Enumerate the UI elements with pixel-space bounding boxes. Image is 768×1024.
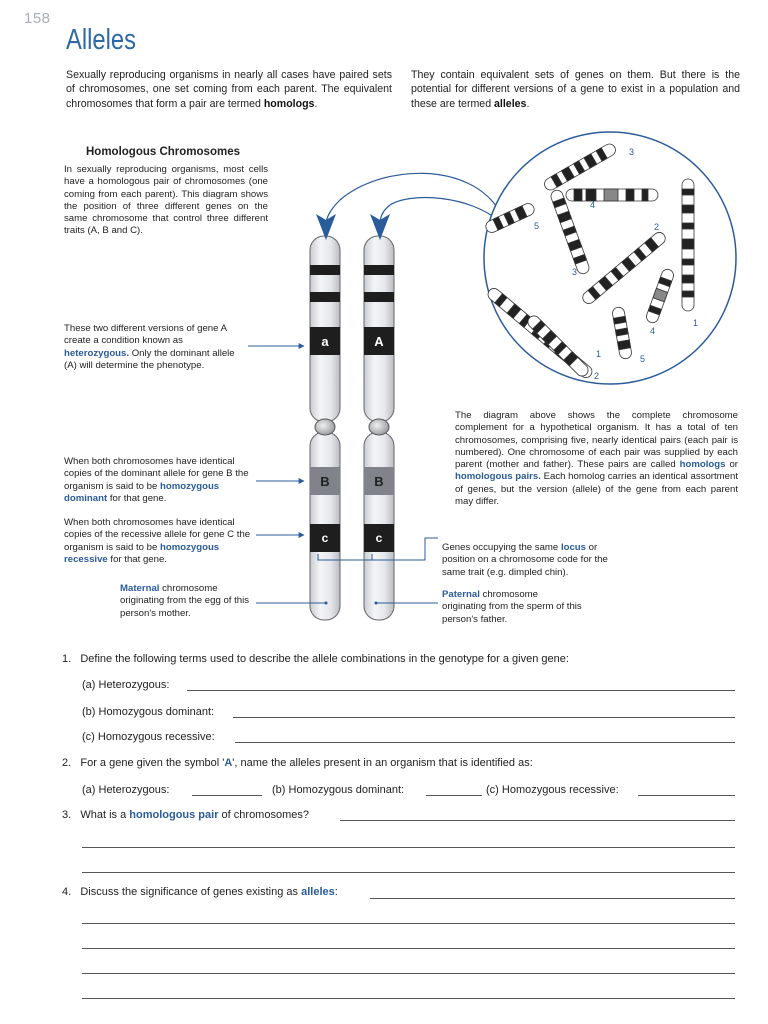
answer-line[interactable]: [82, 998, 735, 999]
term-homozygous-dominant: homozygous dominant: [64, 480, 220, 504]
answer-line[interactable]: [82, 948, 735, 949]
gene-label-right-2: B: [374, 474, 384, 489]
karyotype-circle: [484, 132, 736, 384]
page-number: 158: [24, 10, 51, 27]
q2a-label: (a) Heterozygous:: [82, 784, 170, 796]
answer-line[interactable]: [192, 795, 262, 796]
q1c-label: (c) Homozygous recessive:: [82, 731, 215, 743]
annotation-complement: The diagram above shows the complete chromosome complement for a hypothetical organism. It has a total of ten chromosomes, comprising five, nearly identical pairs (each pair is numbered). One chromosome of each pair was supplied by each parent (mother and father). These pairs are called homologs or homologous pairs. Each homolog carries an identical assortment of genes, but the version (allele) of the gene from each parent may differ.: [455, 410, 738, 508]
gene-label-right-3: c: [375, 531, 383, 545]
term-homologous-pairs: homologous pairs.: [455, 471, 541, 483]
intro-right-text: They contain equivalent sets of genes on them. But there is the potential for different versions of a gene to exist in a population and these are termed: [411, 69, 740, 110]
question-2: 2. For a gene given the symbol 'A', name the alleles present in an organism that is identified as:: [62, 757, 533, 769]
answer-line[interactable]: [82, 923, 735, 924]
term-maternal: Maternal: [120, 583, 160, 594]
pair-number: 5: [640, 354, 646, 364]
question-1: 1. Define the following terms used to describe the allele combinations in the genotype for a given gene:: [62, 653, 569, 665]
page-title: Alleles: [66, 24, 137, 56]
intro-right: They contain equivalent sets of genes on them. But there is the potential for different versions of a gene to exist in a population and these are termed alleles.: [411, 69, 740, 110]
homologous-heading: Homologous Chromosomes: [86, 146, 240, 158]
symbol-A: A: [224, 757, 233, 769]
answer-line[interactable]: [638, 795, 735, 796]
answer-line[interactable]: [426, 795, 482, 796]
pair-number: 2: [654, 222, 660, 232]
annotation-homozygous-dominant: When both chromosomes have identical copies of the dominant allele for gene B the organism is said to be homozygous dominant for that gene.: [64, 456, 249, 504]
q2b-label: (b) Homozygous dominant:: [272, 784, 405, 796]
answer-line[interactable]: [340, 820, 735, 821]
paternal-chromosome: [364, 236, 394, 620]
pair-number: 3: [572, 267, 578, 277]
annotation-paternal: Paternal chromosome originating from the sperm of this person's father.: [442, 589, 582, 625]
term-homozygous-recessive: homozygous recessive: [64, 541, 220, 565]
answer-line[interactable]: [82, 847, 735, 848]
centromere: [369, 419, 389, 435]
term-paternal: Paternal: [442, 589, 480, 600]
gene-label-right-1: A: [374, 334, 384, 349]
term-homologous-pair: homologous pair: [129, 809, 219, 821]
annotation-arrows: [248, 346, 438, 603]
homologous-description: In sexually reproducing organisms, most cells have a homologous pair of chromosomes (one coming from each parent). This diagram shows the position of three different genes on the same chromosome that control three different traits (A, B and C).: [64, 164, 268, 237]
annotation-homozygous-recessive: When both chromosomes have identical copies of the recessive allele for gene C the organism is said to be homozygous recessive for that gene.: [64, 517, 251, 565]
pair-number: 1: [596, 349, 602, 359]
answer-line[interactable]: [370, 898, 735, 899]
annotation-heterozygous: These two different versions of gene A create a condition known as heterozygous. Only the dominant allele (A) will determine the phenotype.: [64, 323, 235, 371]
maternal-chromosome: [310, 236, 340, 620]
answer-line[interactable]: [82, 872, 735, 873]
term-alleles-q4: alleles: [301, 886, 335, 898]
karyotype-chromosome: [682, 179, 694, 311]
term-locus: locus: [560, 542, 586, 553]
term-homologs-blue: homologs: [679, 459, 726, 471]
q1b-label: (b) Homozygous dominant:: [82, 706, 215, 718]
term-alleles: alleles: [494, 97, 527, 110]
gene-label-left-1: a: [321, 334, 329, 349]
pair-number: 5: [534, 221, 540, 231]
karyotype-chromosome: [566, 189, 658, 201]
pair-number: 4: [590, 200, 596, 210]
answer-line[interactable]: [187, 690, 735, 691]
linking-arrows: [316, 173, 500, 240]
term-heterozygous: heterozygous.: [64, 347, 130, 359]
answer-line[interactable]: [82, 973, 735, 974]
intro-left: Sexually reproducing organisms in nearly all cases have paired sets of chromosomes, one set coming from each parent. The equivalent chromosomes that form a pair are termed homologs.: [66, 69, 392, 110]
question-4: 4. Discuss the significance of genes existing as alleles:: [62, 886, 338, 898]
annotation-maternal: Maternal chromosome originating from the egg of this person's mother.: [120, 583, 250, 619]
question-3: 3. What is a homologous pair of chromosomes?: [62, 809, 309, 821]
pair-number: 3: [629, 147, 635, 157]
q2c-label: (c) Homozygous recessive:: [486, 784, 619, 796]
pair-number: 2: [594, 371, 600, 381]
term-homologs: homologs: [263, 97, 315, 110]
pair-number: 4: [650, 326, 656, 336]
centromere: [315, 419, 335, 435]
pair-number: 1: [693, 318, 699, 328]
annotation-locus: Genes occupying the same locus or position on a chromosome code for the same trait (e.g. dimpled chin).: [442, 542, 608, 578]
q1a-label: (a) Heterozygous:: [82, 679, 170, 691]
gene-label-left-3: c: [321, 531, 329, 545]
answer-line[interactable]: [235, 742, 735, 743]
intro-left-text: Sexually reproducing organisms in nearly all cases have paired sets of chromosomes, one set coming from each parent. The equivalent chromosomes that form a pair are termed: [66, 69, 392, 110]
gene-label-left-2: B: [320, 474, 330, 489]
answer-line[interactable]: [233, 717, 735, 718]
